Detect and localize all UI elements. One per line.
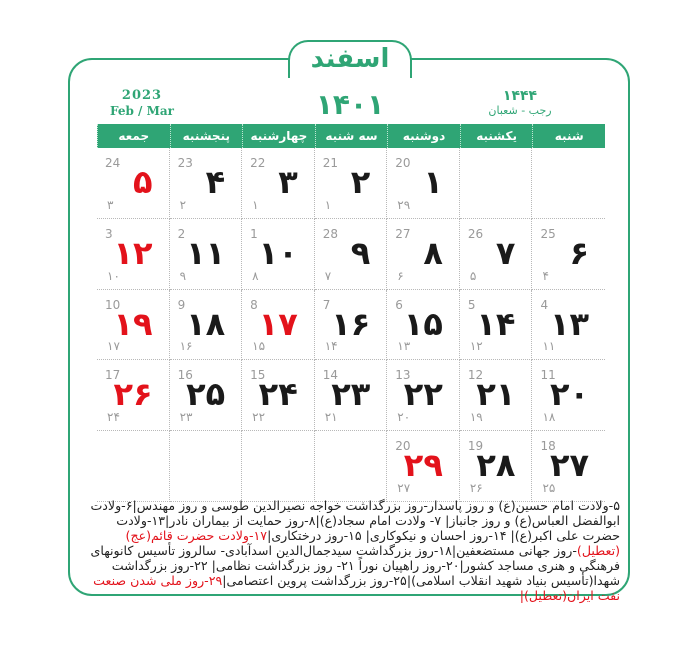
gregorian-year: 2023	[121, 88, 163, 103]
month-title: اسفند	[310, 44, 390, 74]
persian-day-number: ۱۷	[258, 304, 298, 343]
gregorian-day-number: 5	[467, 297, 476, 312]
day-grid	[97, 148, 605, 502]
persian-day-number: ۲۹	[403, 446, 443, 485]
persian-day-number: ۱	[423, 163, 443, 201]
day-cell[interactable]	[242, 219, 315, 290]
hijri-day-number: ۸	[252, 268, 259, 283]
hijri-day-number: ۱۳	[397, 339, 411, 354]
day-cell[interactable]	[242, 360, 315, 431]
hijri-months: رجب - شعبان	[488, 104, 552, 117]
persian-day-number: ۸	[423, 233, 443, 272]
hijri-day-number: ۱۷	[107, 339, 120, 354]
day-cell[interactable]	[532, 360, 605, 431]
persian-day-number: ۳	[278, 163, 298, 201]
day-cell[interactable]	[170, 219, 243, 290]
hijri-day-number: ۲۱	[324, 410, 338, 425]
day-cell[interactable]	[97, 290, 170, 361]
gregorian-day-number: 28	[322, 226, 338, 241]
persian-day-number: ۱۹	[113, 304, 153, 343]
day-cell[interactable]	[532, 290, 605, 361]
gregorian-day-number: 27	[395, 226, 411, 241]
hijri-day-number: ۲۶	[469, 481, 483, 495]
gregorian-day-number: 24	[105, 156, 121, 170]
event-text: ۵-ولادت امام حسین(ع) و روز پاسدار-روز بزرگداشت خواجه نصیرالدین طوسی و روز مهندس|۶-ولادت ابوالفضل العباس(ع) و روز جانباز| ۷- ولادت امام سجاد(ع)|۸-روز حمایت از بیماران نادر|۱۳-ولادت حضرت علی اکبر(ع)| ۱۴-روز احسان و نیکوکاری| ۱۵-روز درختکاری|	[90, 498, 620, 543]
gregorian-day-number: 2	[177, 226, 186, 241]
hijri-day-number: ۱۲	[469, 339, 483, 354]
empty-cell	[532, 148, 605, 219]
gregorian-day-number: 3	[105, 226, 113, 241]
gregorian-day-number: 21	[322, 156, 338, 170]
hijri-day-number: ۱۵	[252, 339, 266, 354]
persian-day-number: ۱۰	[258, 233, 298, 272]
holiday-event-text: ۱۷-ولادت حضرت قائم(عج)(تعطیل)	[125, 528, 620, 558]
day-cell[interactable]	[460, 290, 533, 361]
weekday-label: شنبه	[532, 124, 605, 148]
persian-day-number: ۲۴	[258, 375, 298, 414]
gregorian-day-number: 10	[105, 297, 121, 312]
day-cell[interactable]	[242, 290, 315, 361]
weekday-label: دوشنبه	[387, 124, 460, 148]
day-cell[interactable]	[460, 360, 533, 431]
holiday-event-text: ۲۹-روز ملی شدن صنعت نفت ایران(تعطیل)|	[93, 573, 620, 603]
gregorian-day-number: 14	[322, 368, 338, 383]
persian-day-number: ۲۲	[403, 375, 443, 414]
day-cell[interactable]	[387, 431, 460, 502]
gregorian-day-number: 17	[105, 368, 121, 383]
day-cell[interactable]	[97, 219, 170, 290]
day-cell[interactable]	[532, 219, 605, 290]
persian-day-number: ۱۴	[476, 304, 516, 343]
gregorian-day-number: 26	[467, 226, 484, 241]
gregorian-day-number: 25	[540, 226, 556, 241]
persian-day-number: ۹	[350, 233, 371, 272]
weekday-label: سه شنبه	[315, 124, 388, 148]
persian-day-number: ۲۸	[476, 446, 516, 485]
persian-day-number: ۵	[133, 163, 153, 201]
gregorian-day-number: 11	[540, 368, 556, 383]
hijri-day-number: ۲۳	[179, 410, 193, 425]
hijri-day-number: ۷	[324, 268, 332, 283]
gregorian-day-number: 15	[250, 368, 266, 383]
gregorian-day-number: 20	[395, 439, 411, 454]
persian-day-number: ۲۱	[476, 375, 516, 414]
persian-day-number: ۲۰	[549, 375, 589, 414]
weekday-label: جمعه	[97, 124, 170, 148]
weekday-header	[97, 124, 605, 148]
event-text: -روز جهانی مستضعفین|۱۸-روز بزرگداشت سیدجمال‌الدین اسدآبادی- سالروز تأسیس کانونهای فرهنگی و هنری مساجد کشور|۲۰-روز راهپیان نوراً ۲۱- روز بزرگداشت نظامی| ۲۲-روز بزرگداشت شهدا(تأسیس بنیاد شهید انقلاب اسلامی)|۲۵-روز بزرگداشت پروین اعتصامی|	[90, 543, 620, 588]
gregorian-day-number: 20	[395, 156, 411, 170]
day-cell[interactable]	[315, 360, 388, 431]
gregorian-day-number: 7	[322, 297, 331, 312]
gregorian-day-number: 12	[467, 368, 484, 383]
hijri-day-number: ۲۲	[252, 410, 266, 425]
hijri-year: ۱۴۴۴	[502, 88, 538, 104]
persian-day-number: ۱۱	[186, 233, 226, 272]
persian-day-number: ۴	[205, 163, 226, 201]
empty-cell	[170, 431, 243, 502]
persian-day-number: ۲۳	[331, 375, 371, 414]
weekday-label: یکشنبه	[460, 124, 533, 148]
gregorian-day-number: 16	[177, 368, 193, 383]
persian-day-number: ۲۶	[113, 375, 153, 414]
hijri-day-number: ۲۴	[107, 410, 120, 425]
persian-day-number: ۶	[569, 233, 589, 272]
persian-day-number: ۱۸	[186, 304, 226, 343]
empty-cell	[97, 431, 170, 502]
hijri-day-number: ۳	[107, 197, 114, 212]
hijri-day-number: ۲	[179, 197, 187, 212]
hijri-day-number: ۱۸	[542, 410, 556, 425]
gregorian-day-number: 18	[540, 439, 556, 454]
empty-cell	[242, 431, 315, 502]
gregorian-day-number: 19	[467, 439, 484, 454]
gregorian-day-number: 8	[250, 297, 258, 312]
day-cell[interactable]	[97, 148, 170, 219]
hijri-day-number: ۱۶	[179, 339, 193, 354]
day-cell[interactable]	[315, 219, 388, 290]
day-cell[interactable]	[170, 290, 243, 361]
weekday-label: چهارشنبه	[242, 124, 315, 148]
hijri-day-number: ۱	[324, 197, 332, 212]
gregorian-day-number: 1	[250, 226, 258, 241]
gregorian-day-number: 22	[250, 156, 266, 170]
hijri-day-number: ۱	[252, 197, 259, 212]
hijri-day-number: ۱۴	[324, 339, 338, 354]
persian-day-number: ۲۷	[549, 446, 589, 485]
day-cell[interactable]	[315, 290, 388, 361]
gregorian-months: Feb / Mar	[109, 104, 174, 118]
persian-day-number: ۲۵	[186, 375, 226, 414]
persian-day-number: ۲	[350, 163, 371, 201]
day-cell[interactable]	[387, 360, 460, 431]
hijri-day-number: ۵	[469, 268, 477, 283]
hijri-day-number: ۴	[542, 268, 549, 283]
day-cell[interactable]	[460, 219, 533, 290]
hijri-day-number: ۶	[397, 268, 404, 283]
persian-day-number: ۱۳	[549, 304, 589, 343]
gregorian-day-number: 23	[177, 156, 193, 170]
gregorian-day-number: 4	[540, 297, 549, 312]
day-cell[interactable]	[532, 431, 605, 502]
day-cell[interactable]	[387, 219, 460, 290]
hijri-day-number: ۱۱	[542, 339, 556, 354]
hijri-day-number: ۹	[179, 268, 187, 283]
gregorian-day-number: 13	[395, 368, 411, 383]
hijri-day-number: ۲۷	[397, 481, 411, 495]
persian-day-number: ۷	[495, 233, 516, 272]
events-text	[80, 498, 620, 603]
persian-day-number: ۱۲	[113, 233, 153, 272]
day-cell[interactable]	[170, 148, 243, 219]
day-cell[interactable]	[97, 360, 170, 431]
day-cell[interactable]	[387, 148, 460, 219]
hijri-day-number: ۱۹	[469, 410, 483, 425]
gregorian-day-number: 9	[177, 297, 186, 312]
weekday-label: پنجشنبه	[170, 124, 243, 148]
day-cell[interactable]	[170, 360, 243, 431]
day-cell[interactable]	[315, 148, 388, 219]
day-cell[interactable]	[460, 431, 533, 502]
persian-day-number: ۱۶	[331, 304, 371, 343]
persian-day-number: ۱۵	[403, 304, 443, 343]
empty-cell	[315, 431, 388, 502]
hijri-day-number: ۱۰	[107, 268, 120, 283]
day-cell[interactable]	[387, 290, 460, 361]
hijri-day-number: ۲۰	[397, 410, 411, 425]
hijri-day-number: ۲۵	[542, 481, 556, 495]
empty-cell	[460, 148, 533, 219]
solar-year: ۱۴۰۱	[315, 88, 385, 121]
gregorian-day-number: 6	[395, 297, 403, 312]
day-cell[interactable]	[242, 148, 315, 219]
hijri-day-number: ۲۹	[397, 197, 411, 212]
